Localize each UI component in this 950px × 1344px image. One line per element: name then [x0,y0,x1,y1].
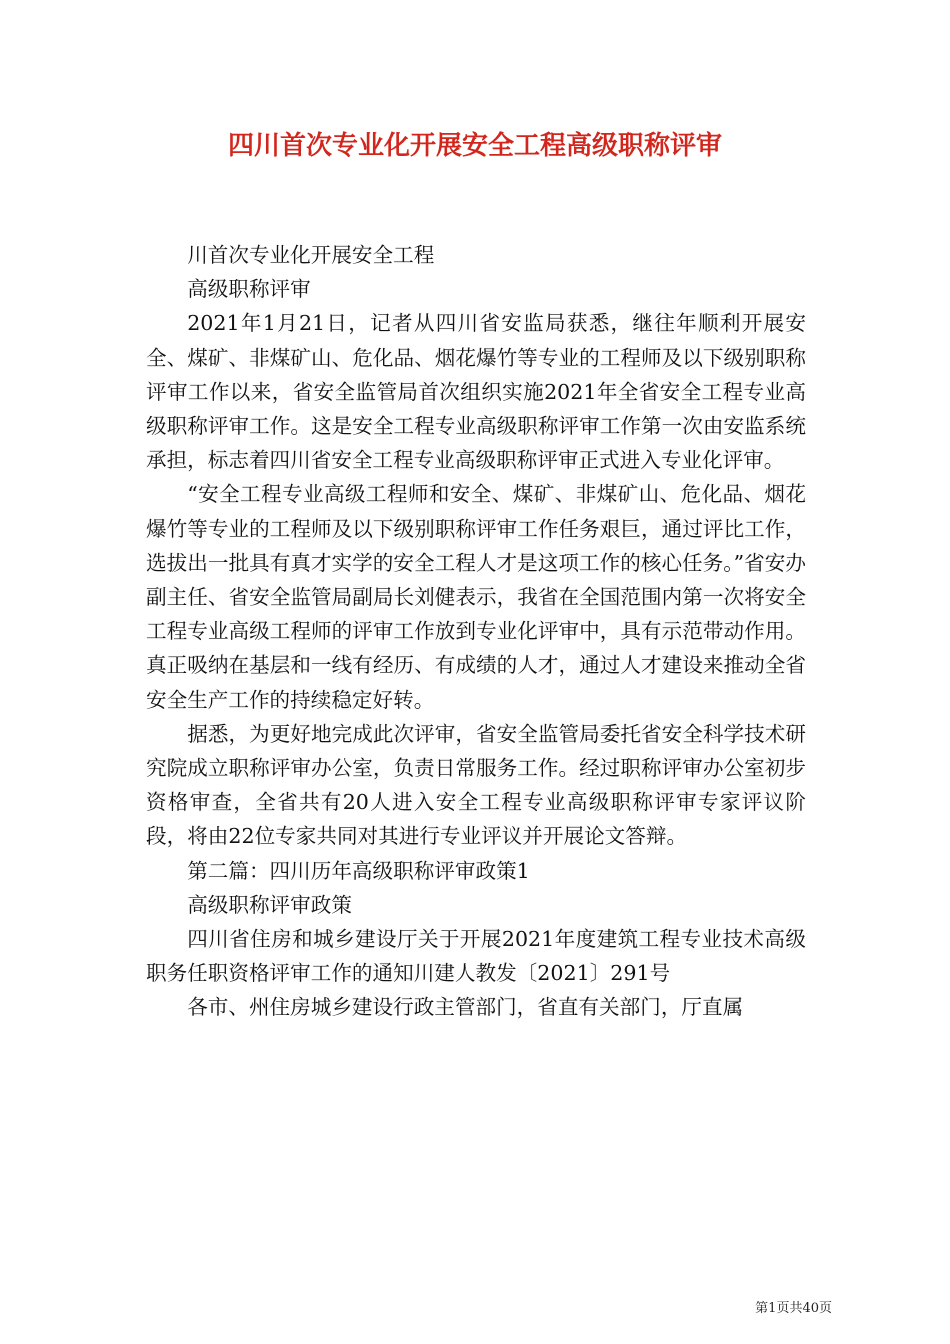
paragraph-quote: “安全工程专业高级工程师和安全、煤矿、非煤矿山、危化品、烟花爆竹等专业的工程师及以下级别职称评审工作任务艰巨，通过评比工作，选拔出一批具有真才实学的安全工程人才是这项工作的核心任务。”省安办副主任、省安全监管局副局长刘健表示，我省在全国范围内第一次将安全工程专业高级工程师的评审工作放到专业化评审中，具有示范带动作用。真正吸纳在基层和一线有经历、有成绩的人才，通过人才建设来推动全省安全生产工作的持续稳定好转。 [146,482,806,712]
page-number: 第1页共40页 [755,1301,832,1316]
paragraph-details: 据悉，为更好地完成此次评审，省安全监管局委托省安全科学技术研究院成立职称评审办公室，负责日常服务工作。经过职称评审办公室初步资格审查，全省共有20人进入安全工程专业高级职称评审专家评议阶段，将由22位专家共同对其进行专业评议并开展论文答辩。 [146,721,806,849]
paragraph-subtitle-line-2: 高级职称评审 [187,277,311,302]
paragraph-addressees: 各市、州住房城乡建设行政主管部门，省直有关部门，厅直属 [187,995,744,1020]
paragraph-notice-title: 四川省住房和城乡建设厅关于开展2021年度建筑工程专业技术高级职务任职资格评审工作的通知川建人教发〔2021〕291号 [146,927,806,986]
paragraph-section-heading: 第二篇：四川历年高级职称评审政策1 [187,858,530,883]
paragraph-subtitle-line-1: 川首次专业化开展安全工程 [187,243,435,267]
paragraph-policy-heading: 高级职称评审政策 [187,892,352,917]
paragraph-intro: 2021年1月21日，记者从四川省安监局获悉，继往年顺利开展安全、煤矿、非煤矿山、危化品、烟花爆竹等专业的工程师及以下级别职称评审工作以来，省安全监管局首次组织实施2021年全省安全工程专业高级职称评审工作。这是安全工程专业高级职称评审工作第一次由安监系统承担，标志着四川省安全工程专业高级职称评审正式进入专业化评审。 [146,311,806,473]
document-title: 四川首次专业化开展安全工程高级职称评审 [227,131,722,161]
document-body [146,238,806,1025]
